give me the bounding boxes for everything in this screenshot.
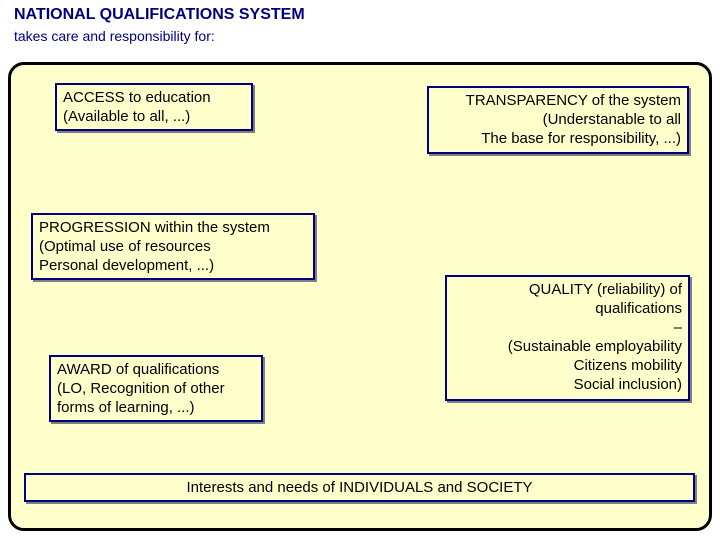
quality-line-5: Citizens mobility [573, 357, 682, 374]
progression-line-2: (Optimal use of resources [39, 238, 211, 255]
page-subtitle: takes care and responsibility for: [14, 28, 215, 44]
progression-box [31, 213, 315, 280]
quality-line-1: QUALITY (reliability) of [528, 281, 682, 298]
progression-line-1: PROGRESSION within the system [39, 219, 270, 236]
transparency-line-1: TRANSPARENCY of the system [465, 92, 681, 109]
access-box [55, 83, 253, 131]
transparency-line-3: The base for responsibility, ...) [481, 130, 681, 147]
transparency-box [427, 86, 689, 154]
award-line-2: (LO, Recognition of other [57, 380, 225, 397]
access-line-2: (Available to all, ...) [63, 108, 191, 125]
quality-line-2: qualifications [595, 300, 682, 317]
transparency-line-2: (Understanable to all [542, 111, 681, 128]
interests-box [24, 473, 695, 502]
progression-line-3: Personal development, ...) [39, 257, 215, 274]
award-box [49, 355, 263, 422]
award-line-3: forms of learning, ...) [57, 399, 195, 416]
page-title: NATIONAL QUALIFICATIONS SYSTEM [14, 6, 305, 23]
quality-line-3: – [673, 319, 682, 336]
quality-line-6: Social inclusion) [573, 376, 682, 393]
interests-label: Interests and needs of INDIVIDUALS and SOCIETY [186, 479, 533, 496]
quality-line-4: (Sustainable employability [507, 338, 682, 355]
access-line-1: ACCESS to education [63, 89, 211, 106]
award-line-1: AWARD of qualifications [57, 361, 220, 378]
quality-box [445, 275, 690, 401]
